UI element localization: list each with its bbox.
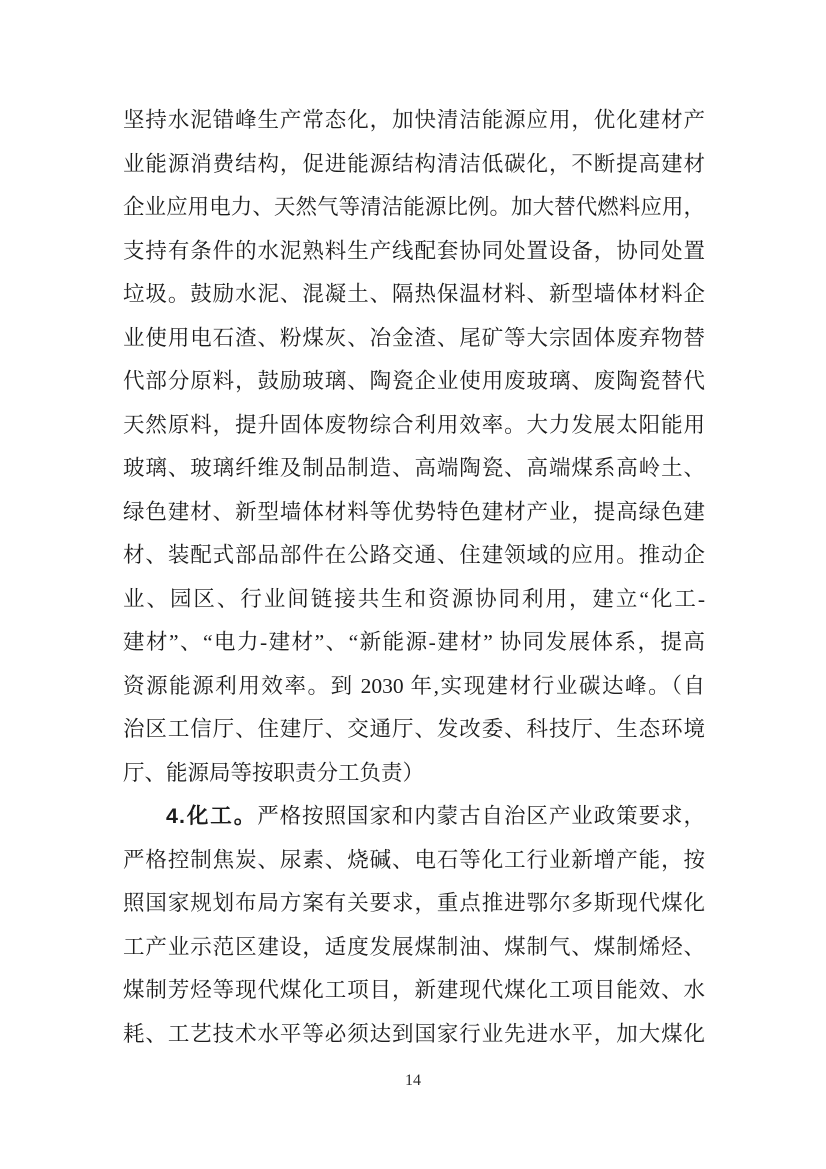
text-line: 支持有条件的水泥熟料生产线配套协同处置设备，协同处置 bbox=[123, 238, 705, 263]
text-line: 业、园区、行业间链接共生和资源协同利用，建立“化工- bbox=[123, 586, 705, 611]
text-line: 照国家规划布局方案有关要求，重点推进鄂尔多斯现代煤化 bbox=[123, 891, 705, 915]
text-line: 天然原料，提升固体废物综合利用效率。大力发展太阳能用 bbox=[123, 412, 705, 437]
text-line: 工产业示范区建设，适度发展煤制油、煤制气、煤制烯烃、 bbox=[123, 934, 705, 959]
text-line: 坚持水泥错峰生产常态化，加快清洁能源应用，优化建材产 bbox=[123, 108, 705, 132]
page-footer bbox=[0, 1072, 826, 1090]
text-line: 严格控制焦炭、尿素、烧碱、电石等化工行业新增产能，按 bbox=[123, 847, 705, 872]
section-first-line-text: 严格按照国家和内蒙古自治区产业政策要求， bbox=[257, 804, 705, 828]
text-line: 建材”、“电力-建材”、“新能源-建材” 协同发展体系，提高 bbox=[123, 630, 705, 654]
text-line: 厅、能源局等按职责分工负责） bbox=[123, 760, 425, 785]
text-line-section-start bbox=[123, 795, 705, 839]
text-line: 企业应用电力、天然气等清洁能源比例。加大替代燃料应用， bbox=[123, 195, 705, 219]
text-line: 业能源消费结构，促进能源结构清洁低碳化，不断提高建材 bbox=[123, 151, 705, 176]
section-number-heading: 4.化工。 bbox=[166, 804, 258, 828]
text-line: 治区工信厅、住建厅、交通厅、发改委、科技厅、生态环境 bbox=[123, 717, 705, 741]
text-line: 玻璃、玻璃纤维及制品制造、高端陶瓷、高端煤系高岭土、 bbox=[123, 456, 705, 480]
text-line: 材、装配式部品部件在公路交通、住建领域的应用。推动企 bbox=[123, 543, 705, 567]
text-line: 资源能源利用效率。到 2030 年,实现建材行业碳达峰。（自 bbox=[123, 673, 705, 698]
text-line: 业使用电石渣、粉煤灰、冶金渣、尾矿等大宗固体废弃物替 bbox=[123, 325, 705, 350]
document-body bbox=[123, 99, 705, 1056]
text-line: 垃圾。鼓励水泥、混凝土、隔热保温材料、新型墙体材料企 bbox=[123, 282, 705, 306]
text-line: 代部分原料，鼓励玻璃、陶瓷企业使用废玻璃、废陶瓷替代 bbox=[123, 369, 705, 393]
text-line: 耗、工艺技术水平等必须达到国家行业先进水平，加大煤化 bbox=[123, 1021, 705, 1046]
text-line: 绿色建材、新型墙体材料等优势特色建材产业，提高绿色建 bbox=[123, 499, 705, 524]
text-line: 煤制芳烃等现代煤化工项目，新建现代煤化工项目能效、水 bbox=[123, 978, 705, 1002]
page-number: 14 bbox=[405, 1072, 421, 1089]
